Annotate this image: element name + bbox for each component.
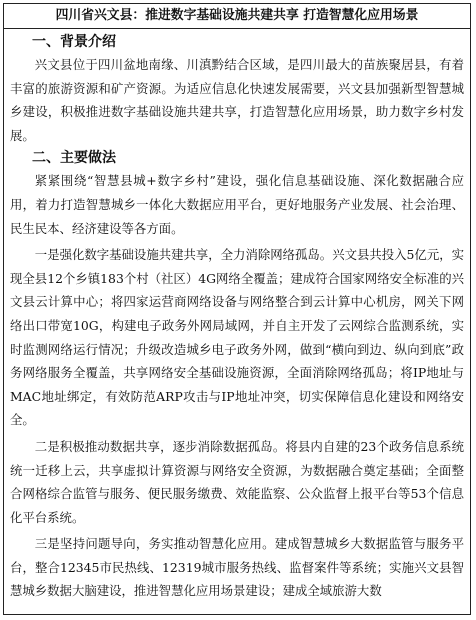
practices-intro-paragraph: 紧紧围绕“智慧县城+数字乡村”建设，强化信息基础设施、深化数据融合应用，着力打造智慧城乡一体化大数据应用平台，更好地服务产业发展、社会治理、民生民本、经济建设等各方面。 (10, 173, 464, 236)
document-frame (3, 3, 471, 615)
section-heading-background: 一、背景介绍 (32, 34, 116, 50)
section-heading-main-practices: 二、主要做法 (32, 150, 116, 167)
document-body (4, 29, 470, 603)
practice-one-paragraph: 一是强化数字基础设施共建共享，全力消除网络孤岛。兴文县共投入5亿元，实现全县12个乡镇183个村（社区）4G网络全覆盖；建成符合国家网络安全标准的兴文县云计算中心；将四家运营商网络设备与网络整合到云计算中心机房，网关下网络出口带宽10G，构建电子政务外网局域网，并自主开发了云网综合监测系统，实时监测网络运行情况；升级改造城乡电子政务外网，做到“横向到边、纵向到底”政务网络服务全覆盖，共享网络安全基础设施资源，全面消除网络孤岛；将IP地址与MAC地址绑定，有效防范ARP攻击与IP地址冲突，切实保障信息化建设和网络安全。 (10, 247, 464, 428)
practice-three-paragraph: 三是坚持问题导向，务实推动智慧化应用。建成智慧城乡大数据监管与服务平台，整合12345市民热线、12319城市服务热线、监督案件等系统；实施兴文县智慧城乡数据大脑建设，推进智慧化应用场景建设；建成全域旅游大数 (10, 536, 464, 599)
practice-two-paragraph: 二是积极推动数据共享，逐步消除数据孤岛。将县内自建的23个政务信息系统统一迁移上云，共享虚拟计算资源与网络安全资源，为数据融合奠定基础；全面整合网格综合监管与服务、便民服务缴费、效能监察、公众监督上报平台等53个信息化平台系统。 (10, 438, 464, 525)
background-paragraph: 兴文县位于四川盆地南缘、川滇黔结合区域，是四川最大的苗族聚居县，有着丰富的旅游资源和矿产资源。为适应信息化快速发展需要，兴文县加强新型智慧城乡建设，积极推进数字基础设施共建共享，打造智慧化应用场景，助力数字乡村发展。 (10, 57, 464, 143)
document-title: 四川省兴文县：推进数字基础设施共建共享 打造智慧化应用场景 (4, 4, 470, 29)
